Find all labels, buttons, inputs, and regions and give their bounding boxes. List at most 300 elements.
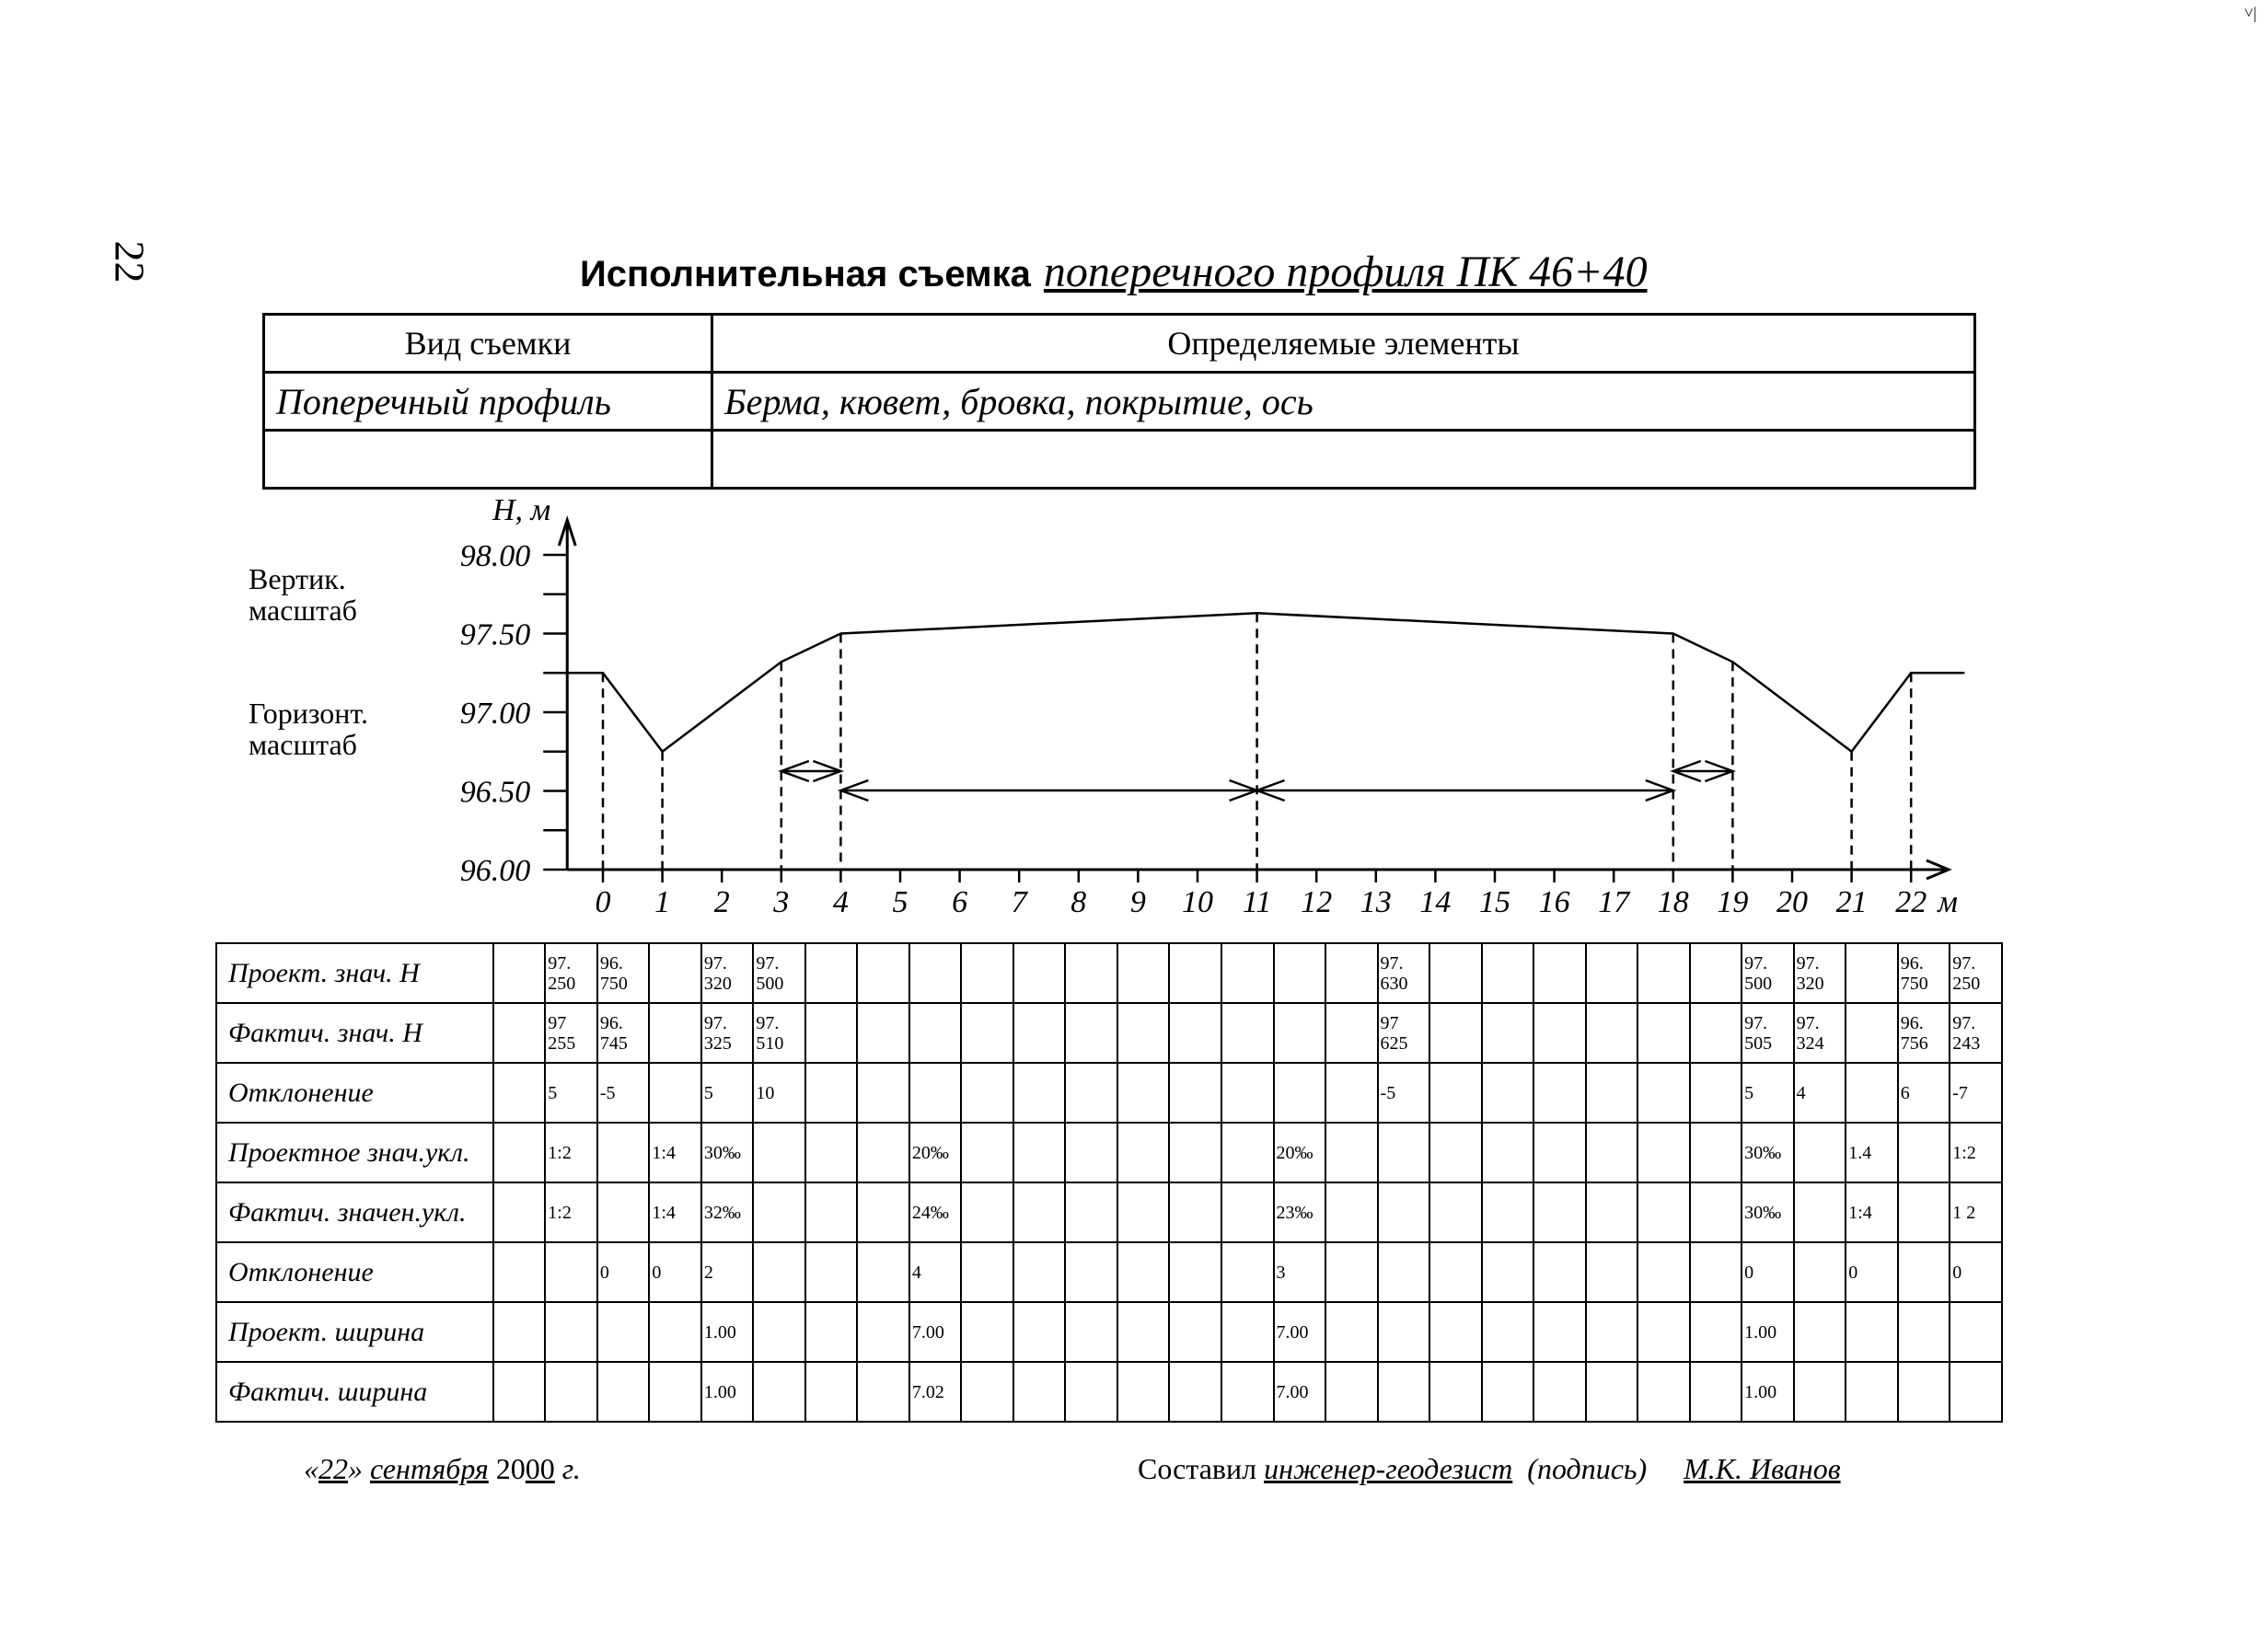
table-cell <box>1482 1302 1534 1362</box>
table-cell <box>1637 1003 1690 1063</box>
date-open-quote: « <box>304 1452 318 1485</box>
table-row <box>216 1182 2002 1242</box>
table-cell <box>493 1302 546 1362</box>
table-cell: 4 <box>1794 1063 1846 1123</box>
x-tick-label: 5 <box>892 885 908 919</box>
table-cell <box>1586 1063 1638 1123</box>
x-axis-label: м <box>1938 885 1958 919</box>
table-cell <box>1533 1123 1586 1182</box>
table-cell <box>493 1242 546 1302</box>
table-cell <box>493 1063 546 1123</box>
table-cell <box>753 1362 805 1422</box>
table-cell: 97. 320 <box>701 943 754 1003</box>
table-cell <box>909 1003 962 1063</box>
table-cell <box>1533 1302 1586 1362</box>
table-cell: 97. 505 <box>1742 1003 1794 1063</box>
table-cell <box>1221 1362 1274 1422</box>
table-cell <box>1482 1242 1534 1302</box>
table-cell <box>1482 1123 1534 1182</box>
table-row <box>216 1242 2002 1302</box>
x-tick-label: 2 <box>713 885 730 919</box>
table-cell <box>857 1003 909 1063</box>
table-cell <box>857 1302 909 1362</box>
table-cell <box>1013 1302 1066 1362</box>
table-cell <box>1065 1003 1117 1063</box>
table-cell: 3 <box>1274 1242 1326 1302</box>
table-cell <box>805 1123 858 1182</box>
table-cell <box>1429 1242 1482 1302</box>
y-tick-label: 97.00 <box>459 697 531 731</box>
table-cell <box>1065 943 1117 1003</box>
measurements-table <box>215 942 2003 1423</box>
row-label: Проектное знач.укл. <box>216 1123 493 1182</box>
table-cell: 0 <box>1950 1242 2002 1302</box>
table-cell <box>1429 1063 1482 1123</box>
table-cell <box>493 1123 546 1182</box>
table-cell <box>1325 1182 1378 1242</box>
x-tick-label: 13 <box>1360 885 1392 919</box>
table-cell <box>1950 1362 2002 1422</box>
table-cell <box>649 1302 701 1362</box>
table-cell <box>1325 1362 1378 1422</box>
table-cell <box>961 1362 1013 1422</box>
table-cell: 1.00 <box>1742 1302 1794 1362</box>
table-cell: -5 <box>597 1063 650 1123</box>
table-cell: 23‰ <box>1274 1182 1326 1242</box>
table-cell <box>1013 943 1066 1003</box>
table-cell: 97. 500 <box>753 943 805 1003</box>
table-cell <box>1378 1362 1430 1422</box>
table-cell: 20‰ <box>1274 1123 1326 1182</box>
table-cell <box>1482 1063 1534 1123</box>
table-cell <box>1221 943 1274 1003</box>
table-cell <box>1169 1242 1221 1302</box>
table-cell <box>1013 1242 1066 1302</box>
table-cell <box>1950 1302 2002 1362</box>
table-cell <box>1690 943 1742 1003</box>
table-cell: 97. 325 <box>701 1003 754 1063</box>
table-cell: 97. 250 <box>545 943 597 1003</box>
table-cell <box>597 1362 650 1422</box>
x-tick-label: 18 <box>1657 885 1689 919</box>
table-cell <box>1378 1242 1430 1302</box>
table-cell <box>1117 1182 1170 1242</box>
table-cell <box>1169 943 1221 1003</box>
compiler-name: М.К. Иванов <box>1684 1452 1841 1485</box>
row-label: Фактич. значен.укл. <box>216 1182 493 1242</box>
table-cell: 0 <box>1846 1242 1898 1302</box>
footer-compiled <box>1138 1452 1841 1486</box>
y-tick-label: 96.50 <box>459 775 531 810</box>
table-cell <box>1586 1362 1638 1422</box>
table-cell <box>1274 1063 1326 1123</box>
table-cell <box>1013 1182 1066 1242</box>
table-cell: 32‰ <box>701 1182 754 1242</box>
table-cell <box>1794 1362 1846 1422</box>
table-cell <box>1117 1362 1170 1422</box>
table-cell <box>857 1362 909 1422</box>
table-cell: -7 <box>1950 1063 2002 1123</box>
table-cell: -5 <box>1378 1063 1430 1123</box>
compiled-role: инженер-геодезист <box>1264 1452 1513 1485</box>
table-cell: 30‰ <box>701 1123 754 1182</box>
table-cell <box>1117 943 1170 1003</box>
table-cell <box>1221 1182 1274 1242</box>
survey-type-header: Вид съемки <box>264 315 712 373</box>
table-cell <box>961 1182 1013 1242</box>
table-cell <box>1846 1063 1898 1123</box>
table-cell <box>805 1063 858 1123</box>
x-tick-label: 8 <box>1070 885 1087 919</box>
table-cell <box>1013 1362 1066 1422</box>
table-cell: 1:2 <box>545 1182 597 1242</box>
date-day: 22 <box>318 1452 348 1485</box>
table-cell <box>1533 943 1586 1003</box>
table-cell <box>961 1063 1013 1123</box>
table-cell: 96. 750 <box>1898 943 1950 1003</box>
table-cell <box>649 943 701 1003</box>
table-cell: 1:2 <box>1950 1123 2002 1182</box>
x-tick-label: 10 <box>1182 885 1213 919</box>
table-cell <box>1169 1182 1221 1242</box>
table-cell <box>1325 1003 1378 1063</box>
table-cell <box>1637 1242 1690 1302</box>
table-cell: 30‰ <box>1742 1182 1794 1242</box>
table-cell <box>597 1123 650 1182</box>
table-cell <box>1637 1182 1690 1242</box>
table-cell <box>1637 943 1690 1003</box>
table-cell: 97. 630 <box>1378 943 1430 1003</box>
row-label: Фактич. знач. Н <box>216 1003 493 1063</box>
table-cell <box>1586 1123 1638 1182</box>
table-cell: 7.00 <box>1274 1362 1326 1422</box>
table-cell <box>909 943 962 1003</box>
table-cell <box>1586 943 1638 1003</box>
table-cell <box>1429 1123 1482 1182</box>
x-tick-label: 1 <box>654 885 671 919</box>
table-cell <box>545 1362 597 1422</box>
x-tick-label: 4 <box>832 885 849 919</box>
table-cell <box>1794 1182 1846 1242</box>
table-cell <box>961 1003 1013 1063</box>
table-cell <box>1533 1063 1586 1123</box>
x-tick-label: 21 <box>1835 885 1868 919</box>
x-tick-label: 16 <box>1538 885 1570 919</box>
table-cell <box>805 1182 858 1242</box>
table-cell <box>1898 1362 1950 1422</box>
table-cell <box>649 1362 701 1422</box>
table-cell: 1.00 <box>701 1302 754 1362</box>
table-cell <box>1065 1123 1117 1182</box>
table-cell <box>1690 1123 1742 1182</box>
date-year-end: г. <box>561 1452 581 1485</box>
table-cell: 24‰ <box>909 1182 962 1242</box>
table-cell <box>1898 1242 1950 1302</box>
date-month: сентября <box>370 1452 489 1485</box>
table-cell <box>1325 1123 1378 1182</box>
table-cell: 1 2 <box>1950 1182 2002 1242</box>
table-cell <box>1690 1242 1742 1302</box>
table-cell <box>493 1362 546 1422</box>
table-row <box>216 1362 2002 1422</box>
table-cell <box>961 1302 1013 1362</box>
signature-placeholder: (подпись) <box>1527 1452 1648 1485</box>
x-tick-label: 19 <box>1717 885 1749 919</box>
table-cell <box>1482 1182 1534 1242</box>
table-cell <box>1325 1242 1378 1302</box>
table-cell <box>1429 943 1482 1003</box>
table-cell <box>1274 943 1326 1003</box>
x-tick-label: 0 <box>595 885 611 919</box>
table-cell <box>1898 1302 1950 1362</box>
table-cell <box>1637 1123 1690 1182</box>
table-cell: 97. 320 <box>1794 943 1846 1003</box>
table-cell: 1:2 <box>545 1123 597 1182</box>
table-cell <box>1065 1182 1117 1242</box>
table-cell <box>805 1003 858 1063</box>
table-cell <box>1846 1362 1898 1422</box>
table-cell <box>1637 1302 1690 1362</box>
table-cell <box>1325 1063 1378 1123</box>
table-cell: 1.00 <box>1742 1362 1794 1422</box>
y-tick-label: 96.00 <box>459 854 531 888</box>
table-cell <box>1117 1123 1170 1182</box>
table-cell: 30‰ <box>1742 1123 1794 1182</box>
table-cell <box>1221 1063 1274 1123</box>
table-cell <box>1117 1242 1170 1302</box>
table-cell: 97 625 <box>1378 1003 1430 1063</box>
table-cell <box>597 1302 650 1362</box>
table-cell: 97. 324 <box>1794 1003 1846 1063</box>
x-tick-label: 12 <box>1301 885 1333 919</box>
x-tick-label: 22 <box>1895 885 1927 919</box>
x-tick-label: 7 <box>1011 885 1027 919</box>
x-tick-label: 15 <box>1479 885 1510 919</box>
table-cell <box>1378 1302 1430 1362</box>
table-cell <box>961 1123 1013 1182</box>
table-cell <box>1378 1182 1430 1242</box>
date-close-quote: » <box>348 1452 363 1485</box>
elements-header: Определяемые элементы <box>712 315 1975 373</box>
table-cell: 2 <box>701 1242 754 1302</box>
table-cell <box>493 943 546 1003</box>
table-cell <box>753 1182 805 1242</box>
y-tick-label: 97.50 <box>459 617 531 652</box>
table-row <box>216 1063 2002 1123</box>
table-cell: 96. 745 <box>597 1003 650 1063</box>
table-cell <box>1898 1182 1950 1242</box>
table-cell <box>753 1123 805 1182</box>
table-cell: 5 <box>545 1063 597 1123</box>
table-row <box>216 1302 2002 1362</box>
horizontal-scale-label: Горизонт. масштаб <box>249 697 368 761</box>
profile-line <box>567 613 1964 751</box>
table-cell: 5 <box>1742 1063 1794 1123</box>
table-cell <box>1013 1063 1066 1123</box>
x-tick-label: 20 <box>1776 885 1808 919</box>
table-cell <box>1429 1003 1482 1063</box>
table-cell <box>909 1063 962 1123</box>
table-cell <box>857 1182 909 1242</box>
footer-date <box>304 1452 581 1486</box>
corner-mark: ˅| <box>2244 4 2257 22</box>
table-cell <box>805 1362 858 1422</box>
table-cell <box>1637 1063 1690 1123</box>
table-cell <box>1065 1242 1117 1302</box>
table-row <box>216 1003 2002 1063</box>
table-cell: 0 <box>649 1242 701 1302</box>
table-cell <box>1169 1362 1221 1422</box>
x-tick-label: 9 <box>1129 885 1146 919</box>
table-cell <box>1637 1362 1690 1422</box>
table-cell <box>493 1182 546 1242</box>
table-cell <box>1221 1123 1274 1182</box>
table-cell <box>1794 1302 1846 1362</box>
table-cell: 96. 750 <box>597 943 650 1003</box>
elements-value: Берма, кювет, бровка, покрытие, ось <box>712 373 1975 431</box>
table-cell <box>1221 1302 1274 1362</box>
table-cell <box>1169 1063 1221 1123</box>
table-cell <box>1065 1063 1117 1123</box>
table-cell: 20‰ <box>909 1123 962 1182</box>
table-cell <box>1482 943 1534 1003</box>
y-axis-label: H, м <box>492 493 551 527</box>
table-cell: 10 <box>753 1063 805 1123</box>
table-cell: 7.00 <box>1274 1302 1326 1362</box>
table-cell <box>805 1242 858 1302</box>
table-cell: 0 <box>597 1242 650 1302</box>
row-label: Отклонение <box>216 1242 493 1302</box>
table-cell <box>1533 1182 1586 1242</box>
x-tick-label: 14 <box>1419 885 1452 919</box>
table-cell <box>961 943 1013 1003</box>
table-cell <box>1482 1362 1534 1422</box>
table-cell <box>1065 1302 1117 1362</box>
table-cell <box>1586 1003 1638 1063</box>
row-label: Проект. знач. Н <box>216 943 493 1003</box>
table-cell <box>1325 943 1378 1003</box>
table-cell <box>1429 1182 1482 1242</box>
row-label: Фактич. ширина <box>216 1362 493 1422</box>
table-cell: 97. 510 <box>753 1003 805 1063</box>
table-cell <box>1221 1242 1274 1302</box>
table-cell <box>1221 1003 1274 1063</box>
table-cell <box>1482 1003 1534 1063</box>
row-label: Проект. ширина <box>216 1302 493 1362</box>
table-cell: 1.00 <box>701 1362 754 1422</box>
table-cell: 4 <box>909 1242 962 1302</box>
table-cell <box>1013 1003 1066 1063</box>
table-cell <box>1690 1063 1742 1123</box>
x-tick-label: 3 <box>773 885 790 919</box>
table-cell: 96. 756 <box>1898 1003 1950 1063</box>
vertical-scale-label: Вертик. масштаб <box>249 562 357 627</box>
table-cell: 97. 250 <box>1950 943 2002 1003</box>
table-cell <box>1586 1242 1638 1302</box>
table-cell <box>1690 1362 1742 1422</box>
date-year-prefix: 20 <box>495 1452 526 1485</box>
table-cell <box>1325 1302 1378 1362</box>
x-tick-label: 11 <box>1242 885 1272 919</box>
table-row <box>216 943 2002 1003</box>
table-cell <box>493 1003 546 1063</box>
table-cell <box>1690 1003 1742 1063</box>
table-cell <box>1169 1302 1221 1362</box>
table-cell <box>649 1003 701 1063</box>
table-cell <box>1846 943 1898 1003</box>
table-cell <box>1794 1242 1846 1302</box>
table-cell <box>1013 1123 1066 1182</box>
table-cell <box>1117 1302 1170 1362</box>
table-cell <box>1533 1242 1586 1302</box>
table-cell <box>1533 1362 1586 1422</box>
table-cell <box>1586 1182 1638 1242</box>
table-cell: 0 <box>1742 1242 1794 1302</box>
table-cell <box>1169 1003 1221 1063</box>
table-cell: 1:4 <box>1846 1182 1898 1242</box>
table-cell: 1:4 <box>649 1123 701 1182</box>
table-cell: 97. 243 <box>1950 1003 2002 1063</box>
table-cell <box>1117 1003 1170 1063</box>
table-cell: 7.00 <box>909 1302 962 1362</box>
table-cell <box>805 943 858 1003</box>
table-cell <box>1429 1362 1482 1422</box>
table-cell <box>857 943 909 1003</box>
table-cell: 97. 500 <box>1742 943 1794 1003</box>
survey-type-value: Поперечный профиль <box>264 373 712 431</box>
row-label: Отклонение <box>216 1063 493 1123</box>
table-cell <box>961 1242 1013 1302</box>
table-cell <box>649 1063 701 1123</box>
table-cell <box>1065 1362 1117 1422</box>
table-cell <box>545 1242 597 1302</box>
table-cell <box>857 1123 909 1182</box>
table-cell <box>1429 1302 1482 1362</box>
page-number: 22 <box>106 240 154 283</box>
compiled-label: Составил <box>1138 1452 1257 1485</box>
table-cell: 1:4 <box>649 1182 701 1242</box>
table-cell <box>1846 1003 1898 1063</box>
table-cell: 6 <box>1898 1063 1950 1123</box>
table-cell: 7.02 <box>909 1362 962 1422</box>
table-cell: 97 255 <box>545 1003 597 1063</box>
table-cell <box>597 1182 650 1242</box>
title-prefix: Исполнительная съемка <box>580 254 1031 294</box>
table-cell <box>857 1063 909 1123</box>
table-cell <box>805 1302 858 1362</box>
table-cell <box>1274 1003 1326 1063</box>
y-tick-label: 98.00 <box>459 539 531 573</box>
table-cell <box>857 1242 909 1302</box>
title-subject: поперечного профиля ПК 46+40 <box>1043 248 1648 296</box>
table-cell <box>1794 1123 1846 1182</box>
table-cell <box>1533 1003 1586 1063</box>
table-cell: 1.4 <box>1846 1123 1898 1182</box>
table-cell <box>1378 1123 1430 1182</box>
table-cell <box>545 1302 597 1362</box>
table-cell <box>1690 1302 1742 1362</box>
table-cell <box>1586 1302 1638 1362</box>
table-row <box>216 1123 2002 1182</box>
table-cell <box>1898 1123 1950 1182</box>
table-cell <box>753 1242 805 1302</box>
table-cell <box>753 1302 805 1362</box>
table-cell <box>1690 1182 1742 1242</box>
x-tick-label: 17 <box>1598 885 1630 919</box>
table-cell: 5 <box>701 1063 754 1123</box>
date-year-suffix: 00 <box>525 1452 555 1485</box>
table-cell <box>1117 1063 1170 1123</box>
